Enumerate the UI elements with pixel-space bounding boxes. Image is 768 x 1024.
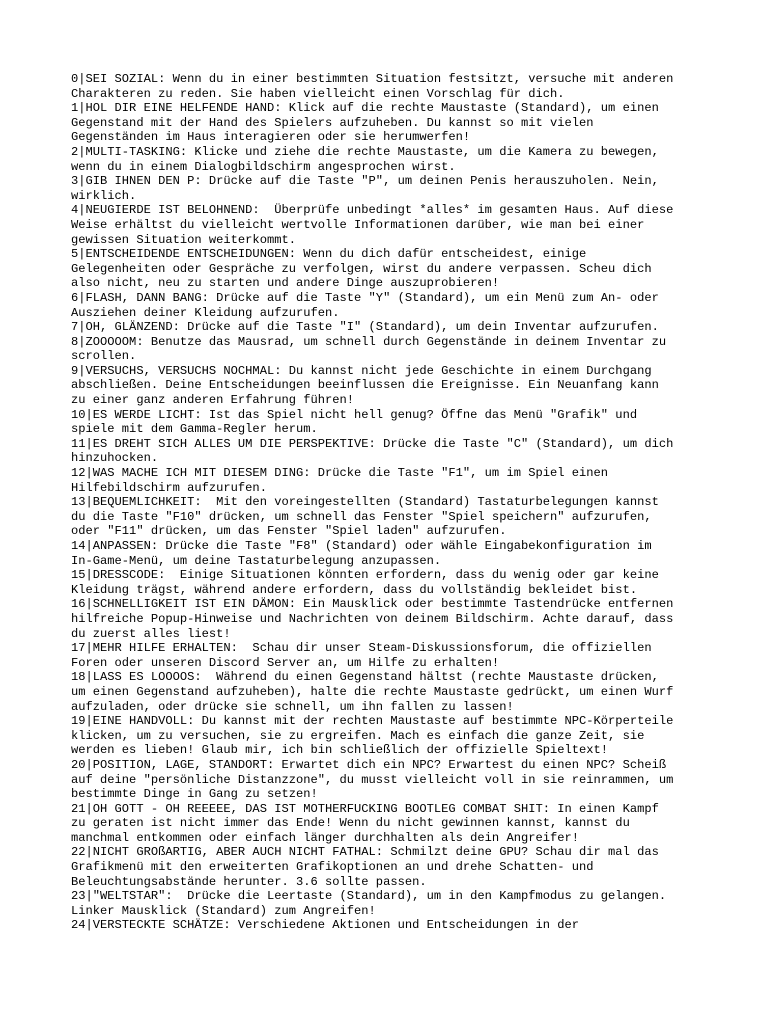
text-line: manchmal entkommen oder einfach länger durchhalten als dein Angreifer! <box>71 830 580 845</box>
text-line: 0|SEI SOZIAL: Wenn du in einer bestimmten Situation festsitzt, versuche mit anderen <box>71 72 674 86</box>
text-line: Gelegenheiten oder Gespräche zu verfolgen, wirst du andere verpassen. Scheu dich <box>71 261 652 276</box>
text-line: 10|ES WERDE LICHT: Ist das Spiel nicht hell genug? Öffne das Menü "Grafik" und <box>71 407 638 422</box>
text-line: Gegenstand mit der Hand des Spielers aufzuheben. Du kannst so mit vielen <box>71 115 594 130</box>
text-line: 17|MEHR HILFE ERHALTEN: Schau dir unser Steam-Diskussionsforum, die offiziellen <box>71 641 652 656</box>
text-line: scrollen. <box>71 349 137 364</box>
text-line: um einen Gegenstand aufzuheben), halte die rechte Maustaste gedrückt, um einen Wurf <box>71 684 674 699</box>
text-line: 20|POSITION, LAGE, STANDORT: Erwartet dich ein NPC? Erwartest du einen NPC? Scheiß <box>71 757 667 772</box>
text-line: spiele mit dem Gamma-Regler herum. <box>71 422 318 437</box>
text-line: hilfreiche Popup-Hinweise und Nachrichten von deinem Bildschirm. Achte darauf, dass <box>71 611 674 626</box>
hint-text-block <box>71 72 711 933</box>
text-line: du zuerst alles liest! <box>71 626 231 641</box>
text-line: bestimmte Dinge in Gang zu setzen! <box>71 787 318 802</box>
text-line: oder "F11" drücken, um das Fenster "Spiel laden" aufzurufen. <box>71 524 507 539</box>
text-line: gewissen Situation weiterkommt. <box>71 232 296 247</box>
text-line: 21|OH GOTT - OH REEEEE, DAS IST MOTHERFUCKING BOOTLEG COMBAT SHIT: In einen Kampf <box>71 801 659 816</box>
text-line: Ausziehen deiner Kleidung aufzurufen. <box>71 305 340 320</box>
text-line: Hilfebildschirm aufzurufen. <box>71 480 267 495</box>
text-line: 13|BEQUEMLICHKEIT: Mit den voreingestellten (Standard) Tastaturbelegungen kannst <box>71 495 659 510</box>
text-line: 2|MULTI-TASKING: Klicke und ziehe die rechte Maustaste, um die Kamera zu bewegen, <box>71 144 659 159</box>
text-line: abschließen. Deine Entscheidungen beeinflussen die Ereignisse. Ein Neuanfang kann <box>71 378 659 393</box>
text-line: wirklich. <box>71 188 137 203</box>
text-line: 4|NEUGIERDE IST BELOHNEND: Überprüfe unbedingt *alles* im gesamten Haus. Auf diese <box>71 203 674 218</box>
text-line: zu einer ganz anderen Erfahrung führen! <box>71 393 355 408</box>
text-line: hinzuhocken. <box>71 451 159 466</box>
text-line: In-Game-Menü, um deine Tastaturbelegung anzupassen. <box>71 553 442 568</box>
text-line: also nicht, neu zu starten und andere Dinge auszuprobieren! <box>71 276 500 291</box>
text-line: wenn du in einem Dialogbildschirm angesprochen wirst. <box>71 159 456 174</box>
text-line: Gegenständen im Haus interagieren oder sie herumwerfen! <box>71 130 471 145</box>
text-line: 7|OH, GLÄNZEND: Drücke auf die Taste "I" (Standard), um dein Inventar aufzurufen. <box>71 320 659 335</box>
text-line: 6|FLASH, DANN BANG: Drücke auf die Taste "Y" (Standard), um ein Menü zum An- oder <box>71 290 659 305</box>
text-line: Grafikmenü mit den erweiterten Grafikoptionen an und drehe Schatten- und <box>71 860 594 875</box>
text-line: 16|SCHNELLIGKEIT IST EIN DÄMON: Ein Mausklick oder bestimmte Tastendrücke entfernen <box>71 597 674 612</box>
text-line: 19|EINE HANDVOLL: Du kannst mit der rechten Maustaste auf bestimmte NPC-Körperteile <box>71 714 674 729</box>
text-line: 5|ENTSCHEIDENDE ENTSCHEIDUNGEN: Wenn du dich dafür entscheidest, einige <box>71 247 587 262</box>
text-line: 12|WAS MACHE ICH MIT DIESEM DING: Drücke die Taste "F1", um im Spiel einen <box>71 466 609 481</box>
text-line: aufzuladen, oder drücke sie schnell, um ihn fallen zu lassen! <box>71 699 514 714</box>
text-line: 22|NICHT GROßARTIG, ABER AUCH NICHT FATHAL: Schmilzt deine GPU? Schau dir mal das <box>71 845 659 860</box>
text-line: 23|"WELTSTAR": Drücke die Leertaste (Standard), um in den Kampfmodus zu gelangen. <box>71 889 667 904</box>
text-line: Beleuchtungsabstände herunter. 3.6 sollte passen. <box>71 874 427 889</box>
text-line: Kleidung trägst, während andere erfordern, dass du vollständig bekleidet bist. <box>71 582 638 597</box>
text-line: werden es lieben! Glaub mir, ich bin schließlich der offizielle Spieltext! <box>71 743 609 758</box>
text-line: Charakteren zu reden. Sie haben vielleicht einen Vorschlag für dich. <box>71 86 565 101</box>
text-line: 11|ES DREHT SICH ALLES UM DIE PERSPEKTIVE: Drücke die Taste "C" (Standard), um dich <box>71 436 674 451</box>
text-line: 14|ANPASSEN: Drücke die Taste "F8" (Standard) oder wähle Eingabekonfiguration im <box>71 539 652 553</box>
text-line: 8|ZOOOOOM: Benutze das Mausrad, um schnell durch Gegenstände in deinem Inventar zu <box>71 334 667 349</box>
text-line: 1|HOL DIR EINE HELFENDE HAND: Klick auf die rechte Maustaste (Standard), um einen <box>71 101 659 116</box>
text-line: Weise erhältst du vielleicht wertvolle Informationen darüber, wie man bei einer <box>71 217 645 232</box>
text-line: klicken, um zu versuchen, sie zu ergreifen. Mach es einfach die ganze Zeit, sie <box>71 728 645 743</box>
text-line: 3|GIB IHNEN DEN P: Drücke auf die Taste "P", um deinen Penis herauszuholen. Nein, <box>71 174 659 189</box>
text-line: zu geraten ist nicht immer das Ende! Wenn du nicht gewinnen kannst, kannst du <box>71 816 630 831</box>
text-line: 9|VERSUCHS, VERSUCHS NOCHMAL: Du kannst nicht jede Geschichte in einem Durchgang <box>71 363 652 378</box>
text-line: auf deine "persönliche Distanzzone", du musst vielleicht voll in sie reinrammen, um <box>71 772 674 787</box>
text-line: 15|DRESSCODE: Einige Situationen könnten erfordern, dass du wenig oder gar keine <box>71 568 659 583</box>
text-line: 18|LASS ES LOOOOS: Während du einen Gegenstand hältst (rechte Maustaste drücken, <box>71 670 659 685</box>
text-line: du die Taste "F10" drücken, um schnell das Fenster "Spiel speichern" aufzurufen, <box>71 509 652 524</box>
text-line: 24|VERSTECKTE SCHÄTZE: Verschiedene Aktionen und Entscheidungen in der <box>71 918 580 933</box>
text-line: Linker Mausklick (Standard) zum Angreifen! <box>71 903 376 918</box>
text-line: Foren oder unseren Discord Server an, um Hilfe zu erhalten! <box>71 655 500 670</box>
